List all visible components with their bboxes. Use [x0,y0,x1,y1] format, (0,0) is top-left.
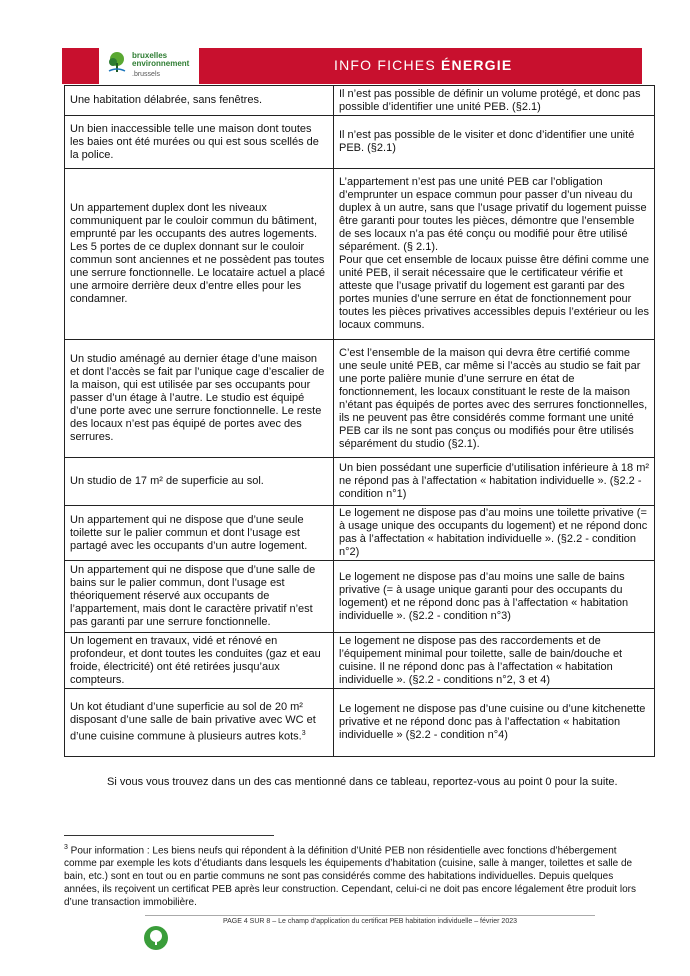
reason-cell: Le logement ne dispose pas d’au moins une toilette privative (= à usage unique des occupants du logement) et ne répond donc pas à l’affectation « habitation individuelle ». (§2.2 - condition n°2) [334,506,655,561]
page-footer: PAGE 4 SUR 8 – Le champ d’application du certificat PEB habitation individuelle – février 2023 [222,918,518,925]
case-cell: Un bien inaccessible telle une maison dont toutes les baies ont été murées ou qui est sous scellés de la police. [65,116,334,169]
reason-cell: Il n’est pas possible de le visiter et donc d’identifier une unité PEB. (§2.1) [334,116,655,169]
header-title-prefix: INFO FICHES [334,57,441,73]
page-header-title [334,57,512,73]
table-row [65,458,655,506]
logo-text: bruxelles environnement [132,51,190,68]
case-cell: Un studio aménagé au dernier étage d’une maison et dont l’accès se fait par l’unique cage d’escalier de la maison, qui est utilisée par ses occupants pour passer d’un étage à l’autre. Le studio est équipé d’une porte avec une serrure fonctionnelle. Le reste des locaux n’est pas équipé de portes avec des serrures. [65,340,334,458]
case-cell: Un studio de 17 m² de superficie au sol. [65,458,334,506]
reason-cell: Le logement ne dispose pas des raccordements et de l’équipement minimal pour toilette, salle de bain/douche et cuisine. Il ne répond donc pas à l’affectation « habitation individuelle ». (§2.2 - conditions n°2, 3 et 4) [334,633,655,689]
reason-cell: L’appartement n’est pas une unité PEB car l’obligation d’emprunter un espace commun pour passer d’un niveau du duplex à un autre, sans que l’usage privatif du logement puisse être garanti pour toutes les pièces, démontre que l’ensemble de ses locaux n’a pas été conçu ou modifié pour être utilisé séparément. (§ 2.1). Pour que cet ensemble de locaux puisse être défini comme une unité PEB, il serait nécessaire que le certificateur vérifie et atteste que l’usage privatif du logement est garanti par des portes munies d’une serrure en état de fonctionnement pour toutes les pièces privatives accessibles depuis l’extérieur ou les locaux communs. [334,169,655,340]
reason-cell: Le logement ne dispose pas d’au moins une salle de bains privative (= à usage unique garanti pour des occupants du logement) et ne répond donc pas à l’affectation « habitation individuelle ». (§2.2 - condition n°3) [334,561,655,633]
case-text: Un kot étudiant d’une superficie au sol de 20 m² disposant d’une salle de bain privative avec WC et d’une cuisine commune à plusieurs autres kots. [70,701,316,743]
case-cell: Un logement en travaux, vidé et rénové en profondeur, et dont toutes les conduites (gaz et eau froide, électricité) ont été retirées jusqu’aux compteurs. [65,633,334,689]
logo-subtext: .brussels [132,71,161,78]
case-cell: Une habitation délabrée, sans fenêtres. [65,86,334,116]
table-row [65,506,655,561]
table-row [65,561,655,633]
footer-divider [145,915,595,916]
reason-cell: Il n’est pas possible de définir un volume protégé, et donc pas possible d’identifier une unité PEB. (§2.1) [334,86,655,116]
table-row [65,169,655,340]
table-row [65,689,655,757]
case-cell [65,689,334,757]
footnote-text: Pour information : Les biens neufs qui répondent à la définition d’Unité PEB non résidentielle avec fonctions d’hébergement comme par exemple les kots d’étudiants dans lesquels les équipements d’habitation (cuisine, salle à manger, toilettes et salle de bain, etc.) sont en tout ou en partie communs ne sont pas considérés comme des habitations individuelles. Depuis quelques années, ils reçoivent un certificat PEB après leur construction. Cependant, celui-ci ne doit pas encore légalement être produit lors d’une transaction immobilière. [64,845,636,909]
reason-cell: C’est l’ensemble de la maison qui devra être certifié comme une seule unité PEB, car même si l’accès au studio se fait par une porte palière munie d’une serrure en état de fonctionnement, les locaux constituant le reste de la maison n’étant pas équipés de portes avec des serrures fonctionnelles, ils ne peuvent pas être considérés comme formant une unité PEB car ils ne sont pas conçus ou modifiés pour être utilisés séparément du studio (§2.1). [334,340,655,458]
leaf-logo-icon [106,51,128,73]
table-row [65,116,655,169]
instruction-paragraph: Si vous vous trouvez dans un des cas mentionné dans ce tableau, reportez-vous au point 0 pour la suite. [107,776,618,788]
footnote-number: 3 [64,844,68,851]
case-cell: Un appartement qui ne dispose que d’une seule toilette sur le palier commun et dont l’usage est partagé avec les occupants d’un autre logement. [65,506,334,561]
cases-table [64,85,655,757]
table-row [65,86,655,116]
brand-logo [99,48,199,85]
case-cell: Un appartement duplex dont les niveaux communiquent par le couloir commun du bâtiment, emprunté par les occupants des autres logements. Les 5 portes de ce duplex donnant sur le couloir commun sont anciennes et ne possèdent pas toutes une serrure fonctionnelle. Le locataire actuel a placé une armoire derrière deux d’entre elles pour les condamner. [65,169,334,340]
footnote [64,841,642,909]
table-row [65,340,655,458]
header-title-strong: ÉNERGIE [440,57,513,73]
footnote-divider [64,835,274,836]
reason-cell: Un bien possédant une superficie d’utilisation inférieure à 18 m² ne répond pas à l’affectation « habitation individuelle ». (§2.2 - condition n°1) [334,458,655,506]
case-cell: Un appartement qui ne dispose que d’une salle de bains sur le palier commun, dont l’usage est théoriquement réservé aux occupants de l’appartement, mais dont le caractère privatif n’est pas garanti par une serrure fonctionnelle. [65,561,334,633]
reason-cell: Le logement ne dispose pas d’une cuisine ou d’une kitchenette privative et ne répond donc pas à l’affectation « habitation individuelle » (§2.2 - condition n°4) [334,689,655,757]
footnote-ref: 3 [301,730,306,738]
table-row [65,633,655,689]
footer-tree-icon [143,925,169,951]
